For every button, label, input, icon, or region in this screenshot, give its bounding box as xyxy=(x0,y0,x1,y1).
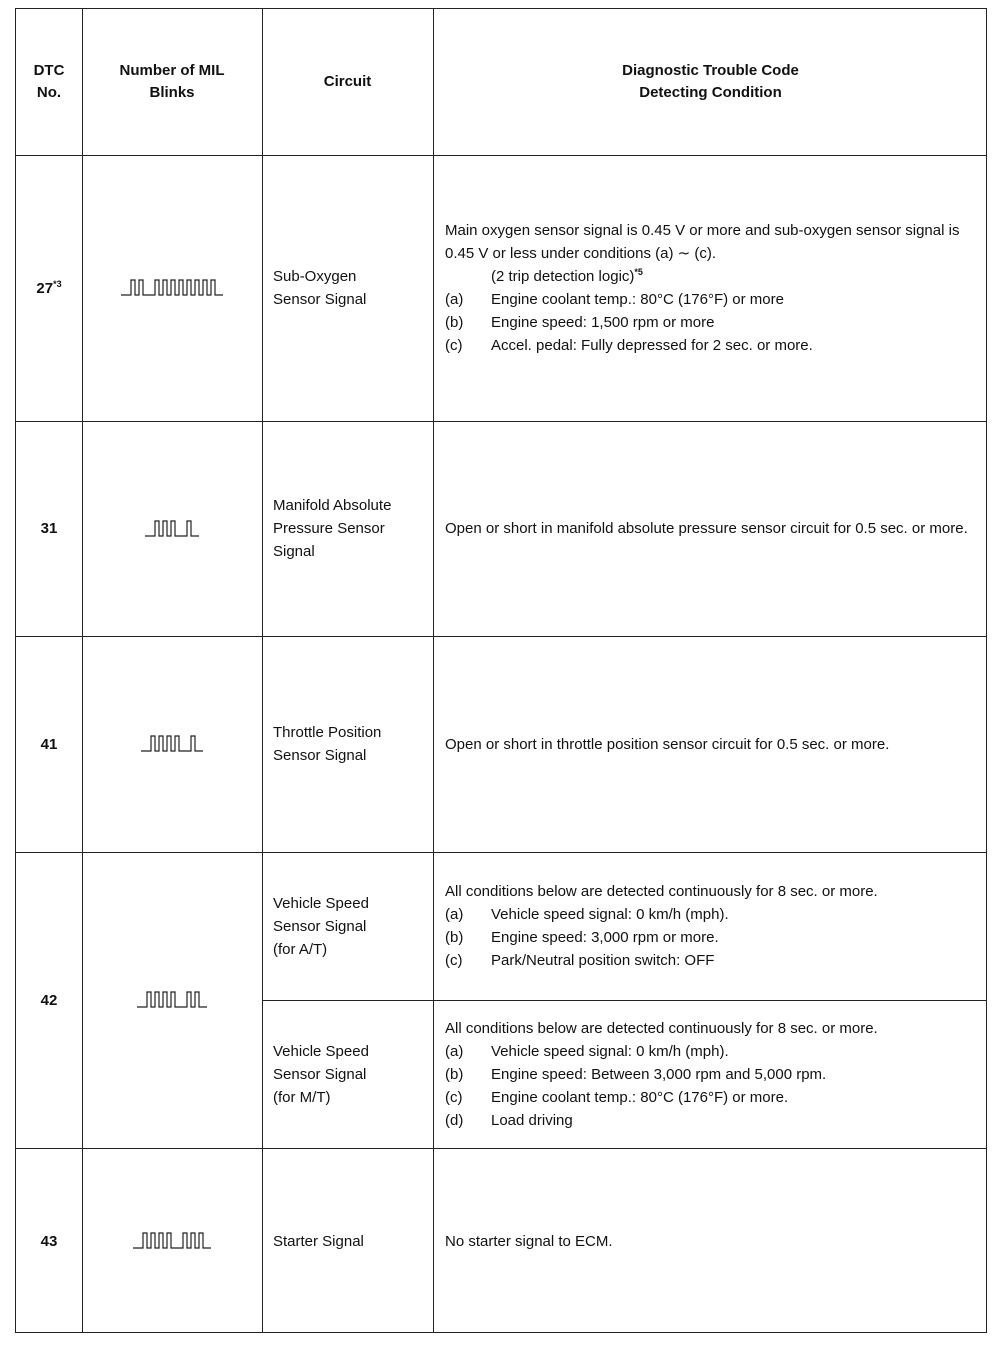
header-mil-blinks: Number of MIL Blinks xyxy=(119,62,225,101)
circuit-name: Throttle Position Sensor Signal xyxy=(273,724,382,764)
detecting-condition: Open or short in throttle position sensor circuit for 0.5 sec. or more. xyxy=(445,735,890,753)
dtc-code: 43 xyxy=(40,1232,58,1250)
detecting-condition: No starter signal to ECM. xyxy=(445,1232,613,1250)
blink-waveform xyxy=(139,733,205,755)
circuit-name: Manifold Absolute Pressure Sensor Signal xyxy=(273,497,392,560)
blink-pulse-path xyxy=(137,992,207,1007)
dtc-table xyxy=(15,8,987,1333)
circuit-name: Starter Signal xyxy=(273,1232,364,1250)
mil-blink-pattern xyxy=(82,852,262,1148)
blink-waveform xyxy=(143,518,201,540)
dtc-code: 41 xyxy=(40,735,58,753)
blink-waveform xyxy=(131,1230,213,1252)
mil-blink-pattern xyxy=(82,421,262,636)
header-circuit: Circuit xyxy=(323,73,372,90)
circuit-name: Vehicle Speed Sensor Signal (for A/T) xyxy=(273,894,369,958)
detecting-condition: All conditions below are detected continuously for 8 sec. or more. (a) Vehicle speed signal: 0 km/h (mph). (b) Engine speed: Between 3,000 rpm and 5,000 rpm. (c) Engine coolant temp.: 80°C (176°F) or more. (d) Load driving xyxy=(445,1019,878,1129)
circuit-name: Sub-Oxygen Sensor Signal xyxy=(273,268,367,308)
header-detecting-condition: Diagnostic Trouble Code Detecting Condition xyxy=(622,62,799,101)
detecting-condition: Open or short in manifold absolute pressure sensor circuit for 0.5 sec. or more. xyxy=(445,520,968,537)
blink-pulse-path xyxy=(121,280,223,295)
blink-pulse-path xyxy=(133,1233,211,1248)
blink-pulse-path xyxy=(141,736,203,751)
blink-pulse-path xyxy=(145,521,199,536)
mil-blink-pattern xyxy=(82,1148,262,1334)
detecting-condition: Main oxygen sensor signal is 0.45 V or more and sub-oxygen sensor signal is 0.45 V or less under conditions (a) ∼ (c). (2 trip detection logic)$^{*5}$ (a) Engine coolant temp.: 80°C (176°F) or more (b) Engine speed: 1,500 rpm or more (c) Accel. pedal: Fully depressed for 2 sec. or more. xyxy=(445,222,960,354)
dtc-code: 31 xyxy=(40,520,58,537)
circuit-name: Vehicle Speed Sensor Signal (for M/T) xyxy=(273,1042,369,1106)
header-dtc-no: DTC No. xyxy=(33,62,65,101)
blink-waveform xyxy=(119,277,225,299)
blink-waveform xyxy=(135,989,209,1011)
dtc-code: 27$^{*3}$ xyxy=(36,278,62,297)
detecting-condition: All conditions below are detected continuously for 8 sec. or more. (a) Vehicle speed signal: 0 km/h (mph). (b) Engine speed: 3,000 rpm or more. (c) Park/Neutral position switch: OFF xyxy=(445,883,878,969)
mil-blink-pattern xyxy=(82,155,262,421)
mil-blink-pattern xyxy=(82,636,262,852)
dtc-code: 42 xyxy=(40,991,58,1009)
